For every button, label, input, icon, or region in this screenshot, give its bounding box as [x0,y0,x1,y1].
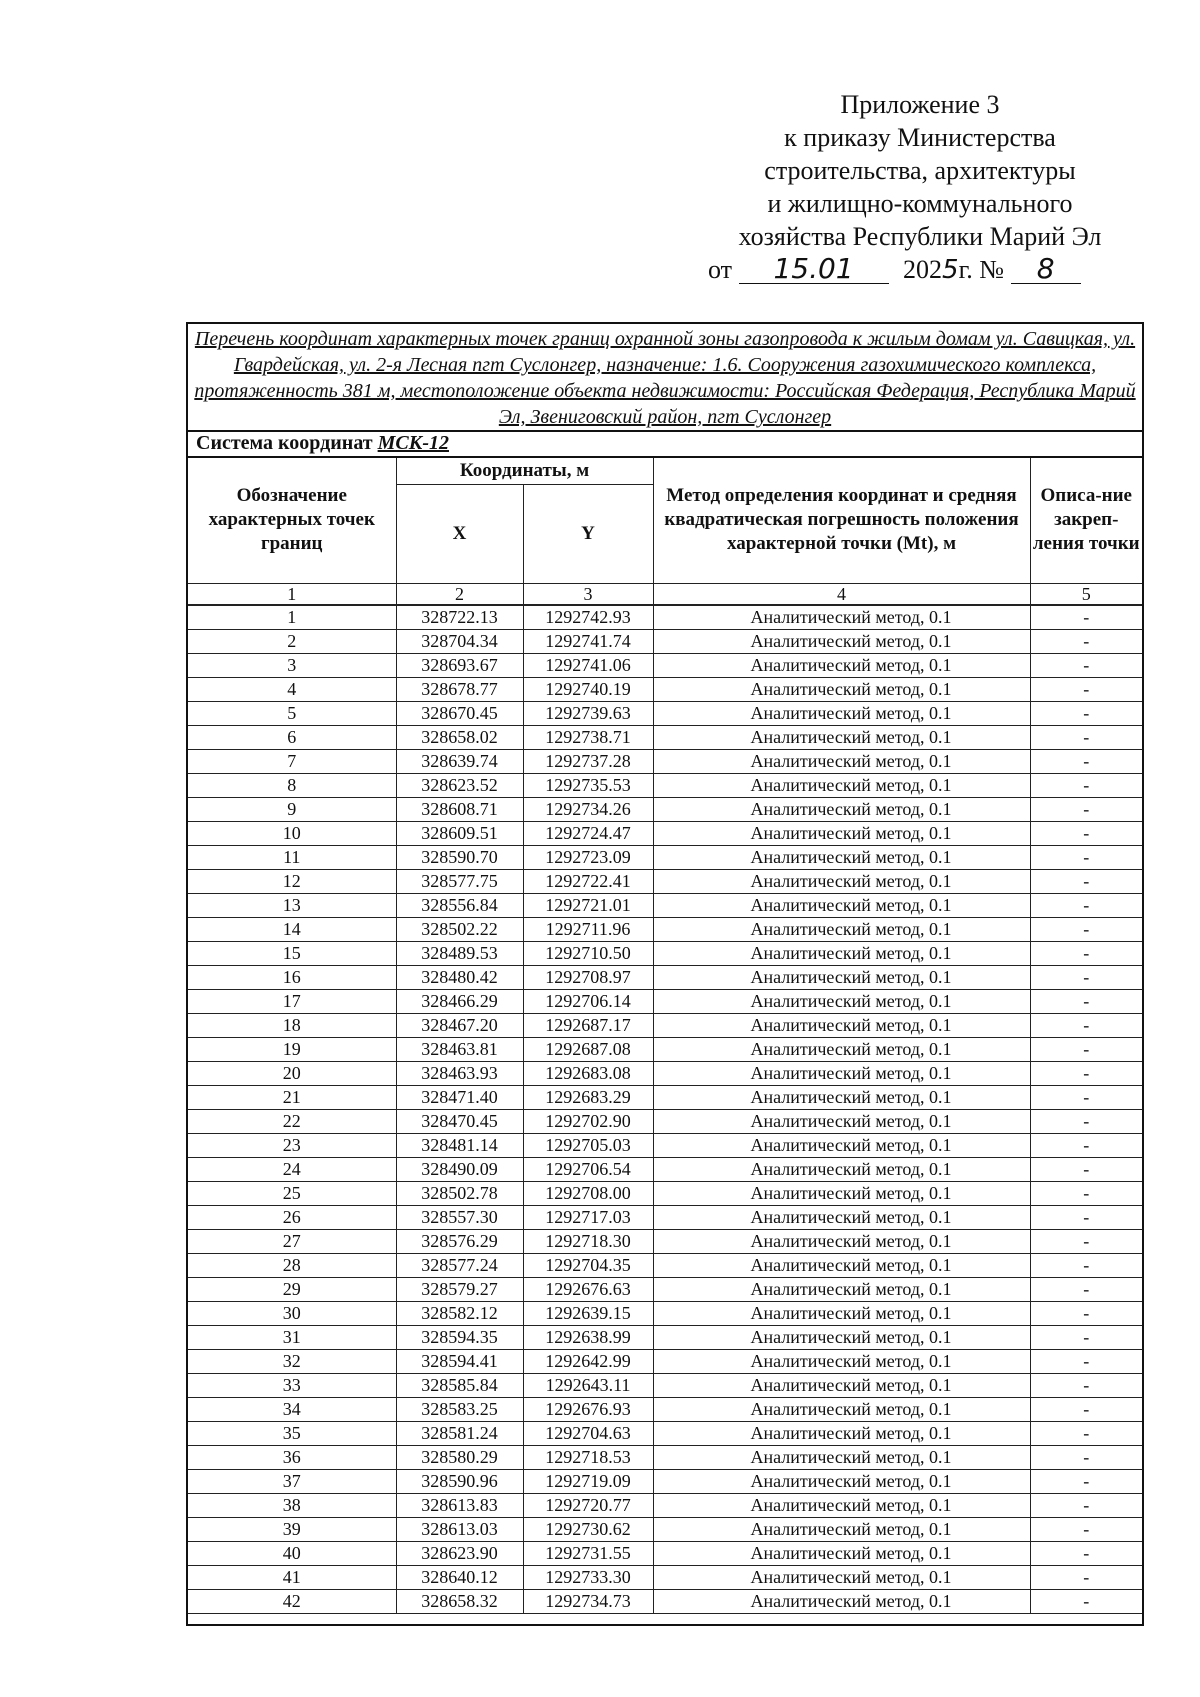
description: - [1030,1325,1142,1349]
method: Аналитический метод, 0.1 [653,1541,1030,1565]
x-coordinate: 328490.09 [396,1157,523,1181]
y-coordinate: 1292740.19 [523,677,653,701]
description: - [1030,725,1142,749]
table-row [188,1085,1142,1109]
point-id: 16 [188,965,396,989]
description: - [1030,1445,1142,1469]
description: - [1030,1085,1142,1109]
method: Аналитический метод, 0.1 [653,845,1030,869]
description: - [1030,1421,1142,1445]
point-id: 14 [188,917,396,941]
table-row [188,1109,1142,1133]
y-coordinate: 1292708.97 [523,965,653,989]
y-coordinate: 1292711.96 [523,917,653,941]
method: Аналитический метод, 0.1 [653,1397,1030,1421]
point-id: 4 [188,677,396,701]
header-x: X [396,484,523,583]
table-row [188,1061,1142,1085]
table-row [188,701,1142,725]
x-coordinate: 328590.70 [396,845,523,869]
y-coordinate: 1292742.93 [523,605,653,630]
x-coordinate: 328577.24 [396,1253,523,1277]
point-id: 5 [188,701,396,725]
description: - [1030,1253,1142,1277]
description: - [1030,1061,1142,1085]
method: Аналитический метод, 0.1 [653,1013,1030,1037]
table-row [188,917,1142,941]
x-coordinate: 328582.12 [396,1301,523,1325]
x-coordinate: 328639.74 [396,749,523,773]
x-coordinate: 328579.27 [396,1277,523,1301]
description: - [1030,965,1142,989]
x-coordinate: 328581.24 [396,1421,523,1445]
description: - [1030,629,1142,653]
x-coordinate: 328590.96 [396,1469,523,1493]
method: Аналитический метод, 0.1 [653,989,1030,1013]
method: Аналитический метод, 0.1 [653,773,1030,797]
x-coordinate: 328704.34 [396,629,523,653]
header-point: Обозначение характерных точек границ [188,458,396,583]
description: - [1030,1205,1142,1229]
table-row [188,1037,1142,1061]
y-coordinate: 1292638.99 [523,1325,653,1349]
table-row [188,845,1142,869]
year-prefix: 202 [903,255,943,284]
description: - [1030,1013,1142,1037]
x-coordinate: 328623.90 [396,1541,523,1565]
y-coordinate: 1292719.09 [523,1469,653,1493]
x-coordinate: 328502.78 [396,1181,523,1205]
method: Аналитический метод, 0.1 [653,1253,1030,1277]
method: Аналитический метод, 0.1 [653,917,1030,941]
table-row [188,1541,1142,1565]
table-row [188,1469,1142,1493]
point-id: 11 [188,845,396,869]
table-row [188,1373,1142,1397]
point-id: 17 [188,989,396,1013]
point-id: 25 [188,1181,396,1205]
table-row [188,869,1142,893]
table-row [188,1589,1142,1613]
method: Аналитический метод, 0.1 [653,605,1030,630]
method: Аналитический метод, 0.1 [653,1421,1030,1445]
description: - [1030,1493,1142,1517]
table-row [188,1157,1142,1181]
description: - [1030,845,1142,869]
y-coordinate: 1292710.50 [523,941,653,965]
y-coordinate: 1292733.30 [523,1565,653,1589]
y-coordinate: 1292683.29 [523,1085,653,1109]
method: Аналитический метод, 0.1 [653,1493,1030,1517]
point-id: 27 [188,1229,396,1253]
description: - [1030,1157,1142,1181]
appendix-line: и жилищно-коммунального [767,189,1073,218]
x-coordinate: 328594.41 [396,1349,523,1373]
method: Аналитический метод, 0.1 [653,1085,1030,1109]
coordinates-document [186,322,1144,1626]
y-coordinate: 1292734.26 [523,797,653,821]
table-row [188,677,1142,701]
point-id: 10 [188,821,396,845]
table-row [188,773,1142,797]
x-coordinate: 328466.29 [396,989,523,1013]
point-id: 8 [188,773,396,797]
method: Аналитический метод, 0.1 [653,701,1030,725]
y-coordinate: 1292704.35 [523,1253,653,1277]
x-coordinate: 328693.67 [396,653,523,677]
x-coordinate: 328585.84 [396,1373,523,1397]
coordinate-system [188,432,1142,458]
x-coordinate: 328471.40 [396,1085,523,1109]
x-coordinate: 328481.14 [396,1133,523,1157]
column-number: 5 [1030,583,1142,605]
y-coordinate: 1292702.90 [523,1109,653,1133]
y-coordinate: 1292741.74 [523,629,653,653]
x-coordinate: 328463.93 [396,1061,523,1085]
point-id: 34 [188,1397,396,1421]
y-coordinate: 1292741.06 [523,653,653,677]
point-id: 42 [188,1589,396,1613]
point-id: 13 [188,893,396,917]
year-suffix: г. № [958,255,1005,284]
x-coordinate: 328489.53 [396,941,523,965]
y-coordinate: 1292738.71 [523,725,653,749]
x-coordinate: 328658.32 [396,1589,523,1613]
y-coordinate: 1292708.00 [523,1181,653,1205]
y-coordinate: 1292721.01 [523,893,653,917]
method: Аналитический метод, 0.1 [653,965,1030,989]
table-row [188,965,1142,989]
point-id: 24 [188,1157,396,1181]
method: Аналитический метод, 0.1 [653,869,1030,893]
description: - [1030,773,1142,797]
table-row [188,1013,1142,1037]
y-coordinate: 1292734.73 [523,1589,653,1613]
description: - [1030,893,1142,917]
y-coordinate: 1292730.62 [523,1517,653,1541]
method: Аналитический метод, 0.1 [653,1229,1030,1253]
table-row [188,797,1142,821]
table-row [188,941,1142,965]
order-date-line [700,253,1140,286]
y-coordinate: 1292723.09 [523,845,653,869]
description: - [1030,1229,1142,1253]
point-id: 38 [188,1493,396,1517]
x-coordinate: 328640.12 [396,1565,523,1589]
method: Аналитический метод, 0.1 [653,749,1030,773]
y-coordinate: 1292687.17 [523,1013,653,1037]
table-row [188,1229,1142,1253]
method: Аналитический метод, 0.1 [653,629,1030,653]
table-row [188,1181,1142,1205]
coordinate-system-name: МСК-12 [377,432,449,454]
header-description: Описа-ние закреп-ления точки [1030,458,1142,583]
method: Аналитический метод, 0.1 [653,1157,1030,1181]
header-y: Y [523,484,653,583]
description: - [1030,1373,1142,1397]
method: Аналитический метод, 0.1 [653,893,1030,917]
y-coordinate: 1292706.54 [523,1157,653,1181]
table-row [188,989,1142,1013]
method: Аналитический метод, 0.1 [653,1565,1030,1589]
x-coordinate: 328470.45 [396,1109,523,1133]
method: Аналитический метод, 0.1 [653,1037,1030,1061]
description: - [1030,1517,1142,1541]
description: - [1030,917,1142,941]
description: - [1030,941,1142,965]
description: - [1030,1301,1142,1325]
method: Аналитический метод, 0.1 [653,941,1030,965]
table-row [188,1421,1142,1445]
coordinates-table [188,458,1142,1614]
description: - [1030,1469,1142,1493]
table-row [188,1517,1142,1541]
table-row [188,1301,1142,1325]
point-id: 15 [188,941,396,965]
y-coordinate: 1292722.41 [523,869,653,893]
y-coordinate: 1292642.99 [523,1349,653,1373]
x-coordinate: 328467.20 [396,1013,523,1037]
handwritten-year: 5 [942,255,959,285]
method: Аналитический метод, 0.1 [653,1205,1030,1229]
point-id: 21 [188,1085,396,1109]
point-id: 9 [188,797,396,821]
method: Аналитический метод, 0.1 [653,1589,1030,1613]
point-id: 37 [188,1469,396,1493]
table-row [188,893,1142,917]
y-coordinate: 1292724.47 [523,821,653,845]
point-id: 32 [188,1349,396,1373]
x-coordinate: 328678.77 [396,677,523,701]
column-number: 4 [653,583,1030,605]
y-coordinate: 1292704.63 [523,1421,653,1445]
description: - [1030,1541,1142,1565]
x-coordinate: 328623.52 [396,773,523,797]
x-coordinate: 328670.45 [396,701,523,725]
table-row [188,1253,1142,1277]
description: - [1030,1277,1142,1301]
x-coordinate: 328502.22 [396,917,523,941]
x-coordinate: 328583.25 [396,1397,523,1421]
description: - [1030,821,1142,845]
point-id: 33 [188,1373,396,1397]
handwritten-date: 15.01 [739,255,889,284]
table-row [188,1277,1142,1301]
method: Аналитический метод, 0.1 [653,725,1030,749]
point-id: 2 [188,629,396,653]
point-id: 20 [188,1061,396,1085]
x-coordinate: 328613.03 [396,1517,523,1541]
description: - [1030,797,1142,821]
x-coordinate: 328557.30 [396,1205,523,1229]
y-coordinate: 1292643.11 [523,1373,653,1397]
header-method: Метод определения координат и средняя квадратическая погрешность положения характерной точки (Mt), м [653,458,1030,583]
y-coordinate: 1292735.53 [523,773,653,797]
table-row [188,725,1142,749]
y-coordinate: 1292737.28 [523,749,653,773]
table-row [188,629,1142,653]
header-coordinates: Координаты, м [396,458,653,484]
point-id: 12 [188,869,396,893]
description: - [1030,1133,1142,1157]
method: Аналитический метод, 0.1 [653,1301,1030,1325]
x-coordinate: 328480.42 [396,965,523,989]
point-id: 30 [188,1301,396,1325]
description: - [1030,653,1142,677]
description: - [1030,1181,1142,1205]
point-id: 23 [188,1133,396,1157]
point-id: 28 [188,1253,396,1277]
x-coordinate: 328722.13 [396,605,523,630]
method: Аналитический метод, 0.1 [653,1517,1030,1541]
table-row [188,749,1142,773]
y-coordinate: 1292731.55 [523,1541,653,1565]
point-id: 29 [188,1277,396,1301]
column-number: 2 [396,583,523,605]
coordinate-system-label: Система координат [196,432,373,454]
x-coordinate: 328556.84 [396,893,523,917]
point-id: 7 [188,749,396,773]
point-id: 22 [188,1109,396,1133]
column-number: 1 [188,583,396,605]
point-id: 6 [188,725,396,749]
point-id: 3 [188,653,396,677]
method: Аналитический метод, 0.1 [653,1277,1030,1301]
y-coordinate: 1292683.08 [523,1061,653,1085]
table-row [188,1349,1142,1373]
column-number: 3 [523,583,653,605]
point-id: 35 [188,1421,396,1445]
point-id: 1 [188,605,396,630]
coordinates-table-body [188,605,1142,1614]
description: - [1030,749,1142,773]
method: Аналитический метод, 0.1 [653,821,1030,845]
x-coordinate: 328463.81 [396,1037,523,1061]
point-id: 40 [188,1541,396,1565]
y-coordinate: 1292639.15 [523,1301,653,1325]
method: Аналитический метод, 0.1 [653,1325,1030,1349]
point-id: 18 [188,1013,396,1037]
appendix-header [700,88,1140,286]
method: Аналитический метод, 0.1 [653,677,1030,701]
x-coordinate: 328577.75 [396,869,523,893]
method: Аналитический метод, 0.1 [653,1469,1030,1493]
x-coordinate: 328658.02 [396,725,523,749]
y-coordinate: 1292720.77 [523,1493,653,1517]
table-row [188,1133,1142,1157]
appendix-line: хозяйства Республики Марий Эл [738,222,1102,251]
document-title: Перечень координат характерных точек границ охранной зоны газопровода к жилым домам ул. Савицкая, ул. Гвардейская, ул. 2-я Лесная пгт Суслонгер, назначение: 1.6. Сооружения газохимического комплекса, протяженность 381 м, местоположение объекта недвижимости: Российская Федерация, Республика Марий Эл, Звениговский район, пгт Суслонгер [188,324,1142,432]
description: - [1030,1349,1142,1373]
point-id: 19 [188,1037,396,1061]
method: Аналитический метод, 0.1 [653,797,1030,821]
y-coordinate: 1292717.03 [523,1205,653,1229]
x-coordinate: 328580.29 [396,1445,523,1469]
description: - [1030,677,1142,701]
table-row [188,1397,1142,1421]
appendix-line: строительства, архитектуры [764,156,1076,185]
point-id: 41 [188,1565,396,1589]
description: - [1030,701,1142,725]
appendix-line: к приказу Министерства [784,123,1056,152]
description: - [1030,605,1142,630]
x-coordinate: 328609.51 [396,821,523,845]
method: Аналитический метод, 0.1 [653,1061,1030,1085]
method: Аналитический метод, 0.1 [653,653,1030,677]
description: - [1030,1037,1142,1061]
appendix-line: Приложение 3 [840,90,1000,119]
y-coordinate: 1292739.63 [523,701,653,725]
table-row [188,1493,1142,1517]
y-coordinate: 1292705.03 [523,1133,653,1157]
y-coordinate: 1292706.14 [523,989,653,1013]
point-id: 36 [188,1445,396,1469]
table-row [188,605,1142,630]
table-row [188,1565,1142,1589]
y-coordinate: 1292687.08 [523,1037,653,1061]
method: Аналитический метод, 0.1 [653,1133,1030,1157]
table-row [188,653,1142,677]
description: - [1030,989,1142,1013]
description: - [1030,869,1142,893]
x-coordinate: 328576.29 [396,1229,523,1253]
y-coordinate: 1292718.53 [523,1445,653,1469]
description: - [1030,1565,1142,1589]
method: Аналитический метод, 0.1 [653,1349,1030,1373]
table-row [188,821,1142,845]
description: - [1030,1109,1142,1133]
point-id: 31 [188,1325,396,1349]
method: Аналитический метод, 0.1 [653,1445,1030,1469]
table-row [188,1325,1142,1349]
description: - [1030,1589,1142,1613]
x-coordinate: 328594.35 [396,1325,523,1349]
x-coordinate: 328608.71 [396,797,523,821]
point-id: 39 [188,1517,396,1541]
y-coordinate: 1292676.93 [523,1397,653,1421]
point-id: 26 [188,1205,396,1229]
x-coordinate: 328613.83 [396,1493,523,1517]
date-prefix: от [708,255,733,284]
description: - [1030,1397,1142,1421]
y-coordinate: 1292718.30 [523,1229,653,1253]
method: Аналитический метод, 0.1 [653,1109,1030,1133]
table-row [188,1445,1142,1469]
table-row [188,1205,1142,1229]
y-coordinate: 1292676.63 [523,1277,653,1301]
method: Аналитический метод, 0.1 [653,1181,1030,1205]
handwritten-order-number: 8 [1011,255,1081,284]
method: Аналитический метод, 0.1 [653,1373,1030,1397]
